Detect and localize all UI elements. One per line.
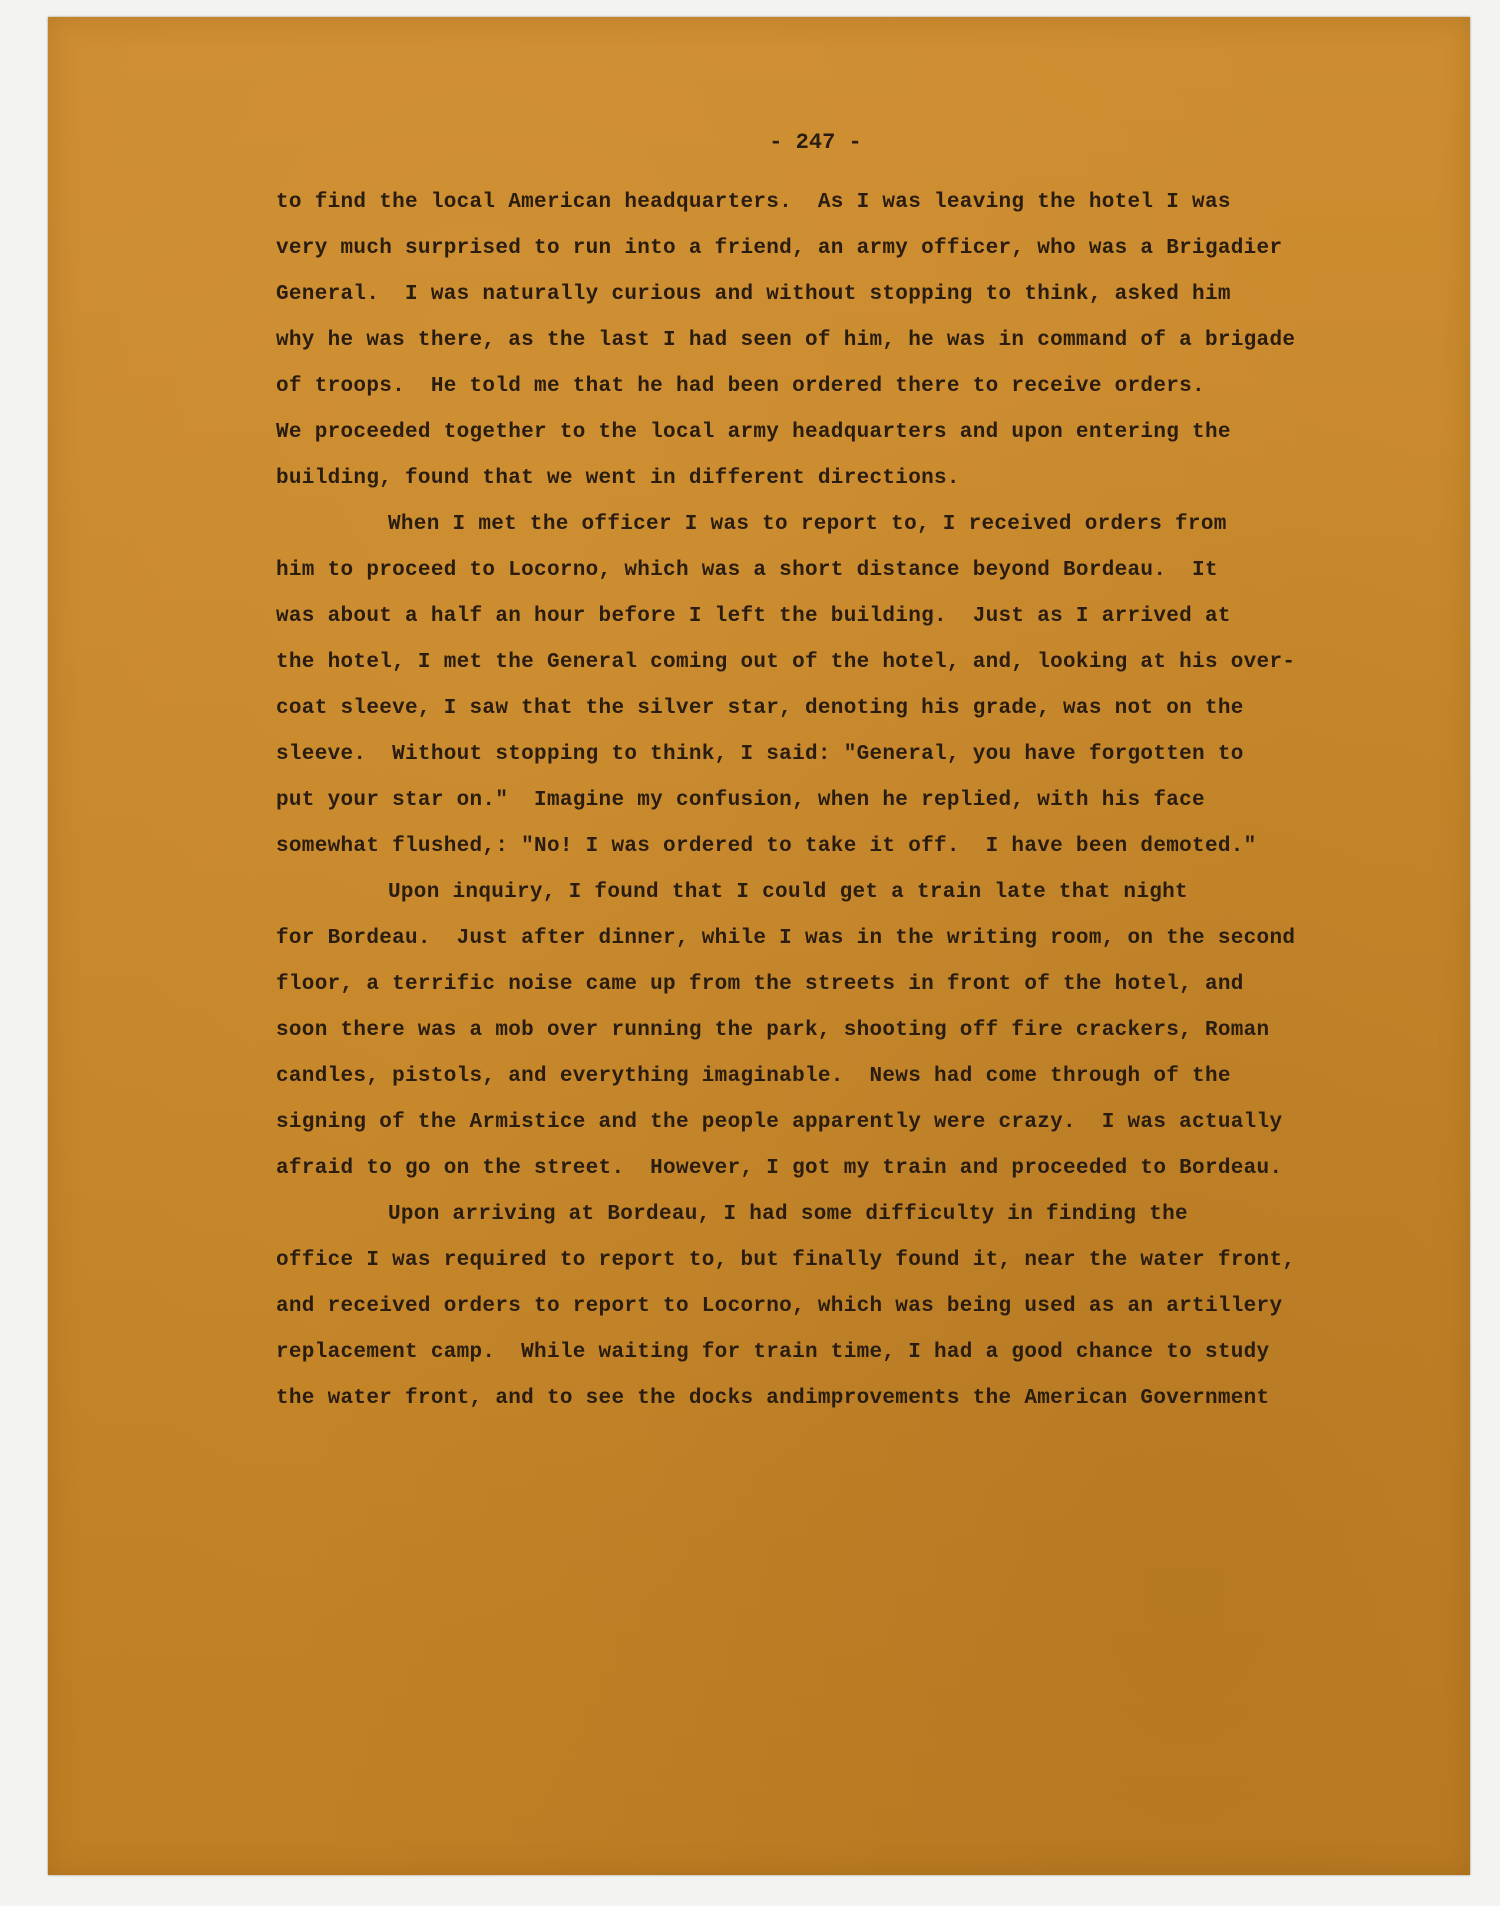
- text-line: coat sleeve, I saw that the silver star, denoting his grade, was not on the: [276, 697, 1244, 720]
- text-line: floor, a terrific noise came up from the streets in front of the hotel, and: [276, 973, 1244, 996]
- text-line: very much surprised to run into a friend, an army officer, who was a Brigadier: [276, 237, 1283, 260]
- text-line: Upon arriving at Bordeau, I had some difficulty in finding the: [388, 1203, 1188, 1226]
- text-line: why he was there, as the last I had seen of him, he was in command of a brigade: [276, 329, 1296, 352]
- text-line: the hotel, I met the General coming out of the hotel, and, looking at his over-: [276, 651, 1296, 674]
- page-number: - 247 -: [769, 130, 862, 155]
- text-line: replacement camp. While waiting for train time, I had a good chance to study: [276, 1341, 1270, 1364]
- text-line: signing of the Armistice and the people apparently were crazy. I was actually: [276, 1111, 1283, 1134]
- text-line: General. I was naturally curious and without stopping to think, asked him: [276, 283, 1231, 306]
- text-line: for Bordeau. Just after dinner, while I was in the writing room, on the second: [276, 927, 1296, 950]
- text-line: was about a half an hour before I left the building. Just as I arrived at: [276, 605, 1231, 628]
- text-line: sleeve. Without stopping to think, I said: "General, you have forgotten to: [276, 743, 1244, 766]
- text-line: to find the local American headquarters. As I was leaving the hotel I was: [276, 191, 1231, 214]
- text-line: candles, pistols, and everything imaginable. News had come through of the: [276, 1065, 1231, 1088]
- text-line: soon there was a mob over running the park, shooting off fire crackers, Roman: [276, 1019, 1270, 1042]
- text-line: of troops. He told me that he had been ordered there to receive orders.: [276, 375, 1205, 398]
- text-line: him to proceed to Locorno, which was a short distance beyond Bordeau. It: [276, 559, 1218, 582]
- text-line: When I met the officer I was to report to, I received orders from: [388, 513, 1227, 536]
- text-line: Upon inquiry, I found that I could get a train late that night: [388, 881, 1188, 904]
- text-line: office I was required to report to, but finally found it, near the water front,: [276, 1249, 1296, 1272]
- text-line: afraid to go on the street. However, I got my train and proceeded to Bordeau.: [276, 1157, 1283, 1180]
- text-line: somewhat flushed,: "No! I was ordered to take it off. I have been demoted.": [276, 835, 1257, 858]
- typed-page: [48, 17, 1470, 1875]
- text-line: put your star on." Imagine my confusion, when he replied, with his face: [276, 789, 1205, 812]
- text-line: and received orders to report to Locorno, which was being used as an artillery: [276, 1295, 1283, 1318]
- text-line: We proceeded together to the local army headquarters and upon entering the: [276, 421, 1231, 444]
- text-line: building, found that we went in different directions.: [276, 467, 960, 490]
- text-line: the water front, and to see the docks andimprovements the American Government: [276, 1387, 1270, 1410]
